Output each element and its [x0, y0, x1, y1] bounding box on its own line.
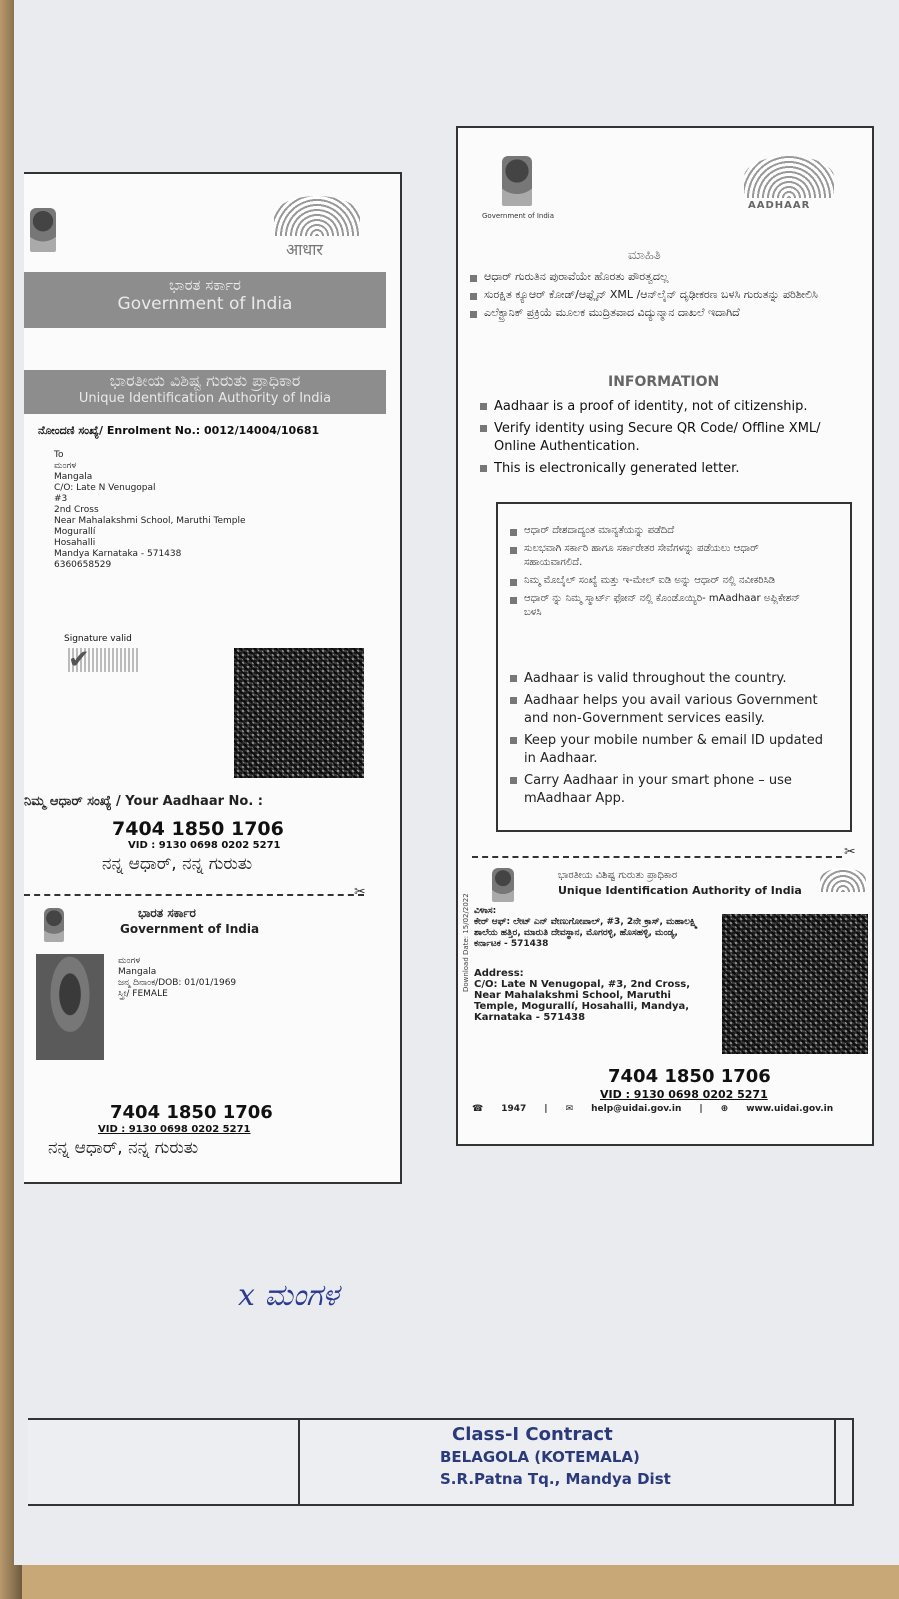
aadhaar-label: AADHAAR [748, 200, 811, 211]
national-emblem-icon-small [44, 908, 64, 942]
info-kn-title: ಮಾಹಿತಿ [628, 248, 661, 263]
uidai-kn: ಭಾರತೀಯ ವಿಶಿಷ್ಟ ಗುರುತು ಪ್ರಾಧಿಕಾರ [109, 371, 301, 390]
box-en-item: Aadhaar is valid throughout the country. [508, 670, 828, 688]
box-en-item: Keep your mobile number & email ID updated in Aadhaar. [508, 732, 828, 768]
cut-line [472, 856, 842, 858]
website: www.uidai.gov.in [746, 1104, 834, 1114]
box-kn-item: ಸುಲಭವಾಗಿ ಸರ್ಕಾರಿ ಹಾಗೂ ಸರ್ಕಾರೇತರ ಸೇವೆಗಳನ್ನು ಪಡೆಯಲು ಆಧಾರ್ ಸಹಾಯವಾಗಲಿದೆ. [508, 542, 808, 570]
govt-en: Government of India [117, 294, 293, 314]
address-kn-label: ವಿಳಾಸ: [474, 906, 497, 916]
name-en: Mangala [118, 967, 157, 977]
card-govt-en: Government of India [120, 922, 260, 936]
address-line: To [54, 450, 64, 460]
govt-label: Government of India [482, 212, 555, 220]
footer-table [28, 1418, 854, 1506]
stamp-line2: BELAGOLA (KOTEMALA) [440, 1448, 640, 1466]
info-title: INFORMATION [608, 374, 720, 390]
card-aadhaar-number: 7404 1850 1706 [110, 1102, 273, 1123]
address-line: ಮಂಗಳ [54, 461, 77, 471]
table-divider [834, 1420, 836, 1506]
card-govt-kn: ಭಾರತ ಸರ್ಕಾರ [138, 906, 196, 920]
stamp-line1: Class-I Contract [452, 1424, 613, 1445]
gender: ಸ್ತ್ರೀ/ FEMALE [118, 989, 168, 999]
separator: | [699, 1104, 703, 1114]
phone-icon: ☎ [472, 1104, 484, 1114]
holder-photo [36, 954, 104, 1060]
card-tagline-kn: ನನ್ನ ಆಧಾರ್, ನನ್ನ ಗುರುತು [48, 1138, 199, 1158]
address-kn-block [474, 906, 704, 950]
national-emblem-icon [30, 208, 56, 252]
aadhaar-letter-back [456, 126, 874, 1146]
aadhaar-logo-icon [744, 156, 834, 198]
email-icon: ✉ [565, 1104, 574, 1114]
uidai-band [24, 370, 386, 414]
info-kn-item: ಎಲೆಕ್ಟ್ರಾನಿಕ್ ಪ್ರಕ್ರಿಯೆ ಮೂಲಕ ಮುದ್ರಿತವಾದ ವಿದ್ಯುನ್ಮಾನ ದಾಖಲೆ ಇದಾಗಿದೆ [468, 306, 828, 320]
info-kn-list [468, 270, 828, 324]
qr-code [234, 648, 364, 778]
tagline-kn: ನನ್ನ ಆಧಾರ್, ನನ್ನ ಗುರುತು [102, 854, 253, 874]
uidai-en: Unique Identification Authority of India [558, 884, 802, 897]
signature-check-icon: ✔ [68, 648, 140, 672]
address-line: Mandya Karnataka - 571438 [54, 549, 182, 559]
address-line: #3 [54, 494, 68, 504]
address-en-block [474, 968, 704, 1023]
official-stamp [440, 1424, 700, 1490]
address-line: Near Mahalakshmi School, Maruthi Temple [54, 516, 246, 526]
name-kn: ಮಂಗಳ [118, 956, 141, 966]
card-vid-number: VID : 9130 0698 0202 5271 [98, 1124, 251, 1135]
info-box [496, 502, 852, 832]
address-line: Mogurallí [54, 527, 96, 537]
info-en-item: Verify identity using Secure QR Code/ Offline XML/ Online Authentication. [478, 420, 858, 456]
document-page [14, 0, 899, 1565]
box-en-item: Carry Aadhaar in your smart phone – use mAadhaar App. [508, 772, 828, 808]
scissors-icon: ✂ [354, 884, 366, 900]
aadhaar-letter-front [24, 172, 402, 1184]
email-address: help@uidai.gov.in [591, 1104, 682, 1114]
table-divider [298, 1420, 300, 1506]
info-kn-item: ಸುರಕ್ಷಿತ ಕ್ಯೂಆರ್ ಕೋಡ್/ಆಫ್ಲೈನ್ XML /ಆನ್‌ಲೈನ್ ದೃಢೀಕರಣ ಬಳಸಿ ಗುರುತನ್ನು ಪರಿಶೀಲಿಸಿ [468, 288, 828, 302]
scissors-icon: ✂ [844, 844, 856, 860]
address-line: Mangala [54, 472, 93, 482]
stamp-line3: S.R.Patna Tq., Mandya Dist [440, 1470, 671, 1488]
govt-band [24, 272, 386, 328]
uidai-kn: ಭಾರತೀಯ ವಿಶಿಷ್ಟ ಗುರುತು ಪ್ರಾಧಿಕಾರ [558, 870, 678, 881]
info-en-list [478, 398, 858, 482]
address-kn-text: ಕೇರ್ ಆಫ್: ಲೇಟ್ ಎನ್ ವೇಣುಗೋಪಾಲ್, #3, 2ನೇ ಕ್ರಾಸ್, ಮಹಾಲಕ್ಷ್ಮಿ ಶಾಲೆಯ ಹತ್ತಿರ, ಮಾರುತಿ ದೇವಸ್ಥಾನ, ಮೊಗರಳ್ಳಿ, ಹೊಸಹಳ್ಳಿ, ಮಂಡ್ಯ, ಕರ್ನಾಟಕ - 571438 [474, 917, 698, 949]
address-en-text: C/O: Late N Venugopal, #3, 2nd Cross, Near Mahalakshmi School, Maruthi Temple, Mogurallí, Hosahalli, Mandya, Karnataka - 571438 [474, 979, 691, 1023]
address-line: 2nd Cross [54, 505, 99, 515]
address-line: Hosahalli [54, 538, 96, 548]
qr-code [722, 914, 868, 1054]
your-aadhaar-label: ನಿಮ್ಮ ಆಧಾರ್ ಸಂಖ್ಯೆ / Your Aadhaar No. : [24, 794, 263, 809]
national-emblem-icon-small [492, 868, 514, 902]
enrolment-number: ನೋಂದಣಿ ಸಂಖ್ಯೆ/ Enrolment No.: 0012/14004/10681 [38, 424, 320, 437]
box-en-list [508, 670, 828, 812]
aadhaar-number: 7404 1850 1706 [608, 1066, 771, 1087]
cut-line [24, 894, 364, 896]
separator: | [544, 1104, 548, 1114]
vid-number: VID : 9130 0698 0202 5271 [600, 1088, 768, 1101]
box-kn-item: ಆಧಾರ್ ನ್ನು ನಿಮ್ಮ ಸ್ಮಾರ್ಟ್ ಫೋನ್ ನಲ್ಲಿ ಕೊಂಡೊಯ್ಯಿರಿ- mAadhaar ಅಪ್ಲಿಕೇಶನ್ ಬಳಸಿ [508, 592, 808, 620]
dob: ಜನ್ಮ ದಿನಾಂಕ/DOB: 01/01/1969 [118, 978, 237, 988]
address-line: 6360658529 [54, 560, 112, 570]
globe-icon: ⊕ [720, 1104, 729, 1114]
box-kn-item: ನಿಮ್ಮ ಮೊಬೈಲ್ ಸಂಖ್ಯೆ ಮತ್ತು ಇ-ಮೇಲ್ ಐಡಿ ಅನ್ನು ಆಧಾರ್ ನಲ್ಲಿ ನವೀಕರಿಸಿಡಿ [508, 574, 808, 588]
address-block [54, 450, 294, 571]
box-kn-list [508, 524, 808, 624]
box-en-item: Aadhaar helps you avail various Government and non-Government services easily. [508, 692, 828, 728]
download-date: Download Date: 15/02/2022 [462, 893, 470, 992]
info-en-item: Aadhaar is a proof of identity, not of citizenship. [478, 398, 858, 416]
signature-valid-label: Signature valid [64, 634, 132, 644]
info-kn-item: ಆಧಾರ್ ಗುರುತಿನ ಪುರಾವೆಯೇ ಹೊರತು ಪೌರತ್ವದಲ್ಲ [468, 270, 828, 284]
handwritten-signature: x ಮಂಗಳ [238, 1278, 339, 1313]
phone-number: 1947 [501, 1104, 527, 1114]
info-en-item: This is electronically generated letter. [478, 460, 858, 478]
aadhaar-hindi-label: आधार [286, 240, 323, 259]
aadhaar-number: 7404 1850 1706 [112, 818, 284, 840]
aadhaar-logo-icon [274, 196, 360, 236]
box-kn-item: ಆಧಾರ್ ದೇಶದಾದ್ಯಂತ ಮಾನ್ಯತೆಯನ್ನು ಪಡೆದಿದೆ [508, 524, 808, 538]
uidai-en: Unique Identification Authority of India [78, 391, 332, 406]
address-line: C/O: Late N Venugopal [54, 483, 156, 493]
govt-kn: ಭಾರತ ಸರ್ಕಾರ [169, 276, 241, 294]
vid-number: VID : 9130 0698 0202 5271 [128, 840, 281, 851]
address-en-label: Address: [474, 968, 524, 979]
contact-bar [472, 1104, 872, 1114]
national-emblem-icon [502, 156, 532, 206]
card-holder-details [118, 956, 298, 1000]
aadhaar-logo-small-icon [820, 868, 866, 892]
